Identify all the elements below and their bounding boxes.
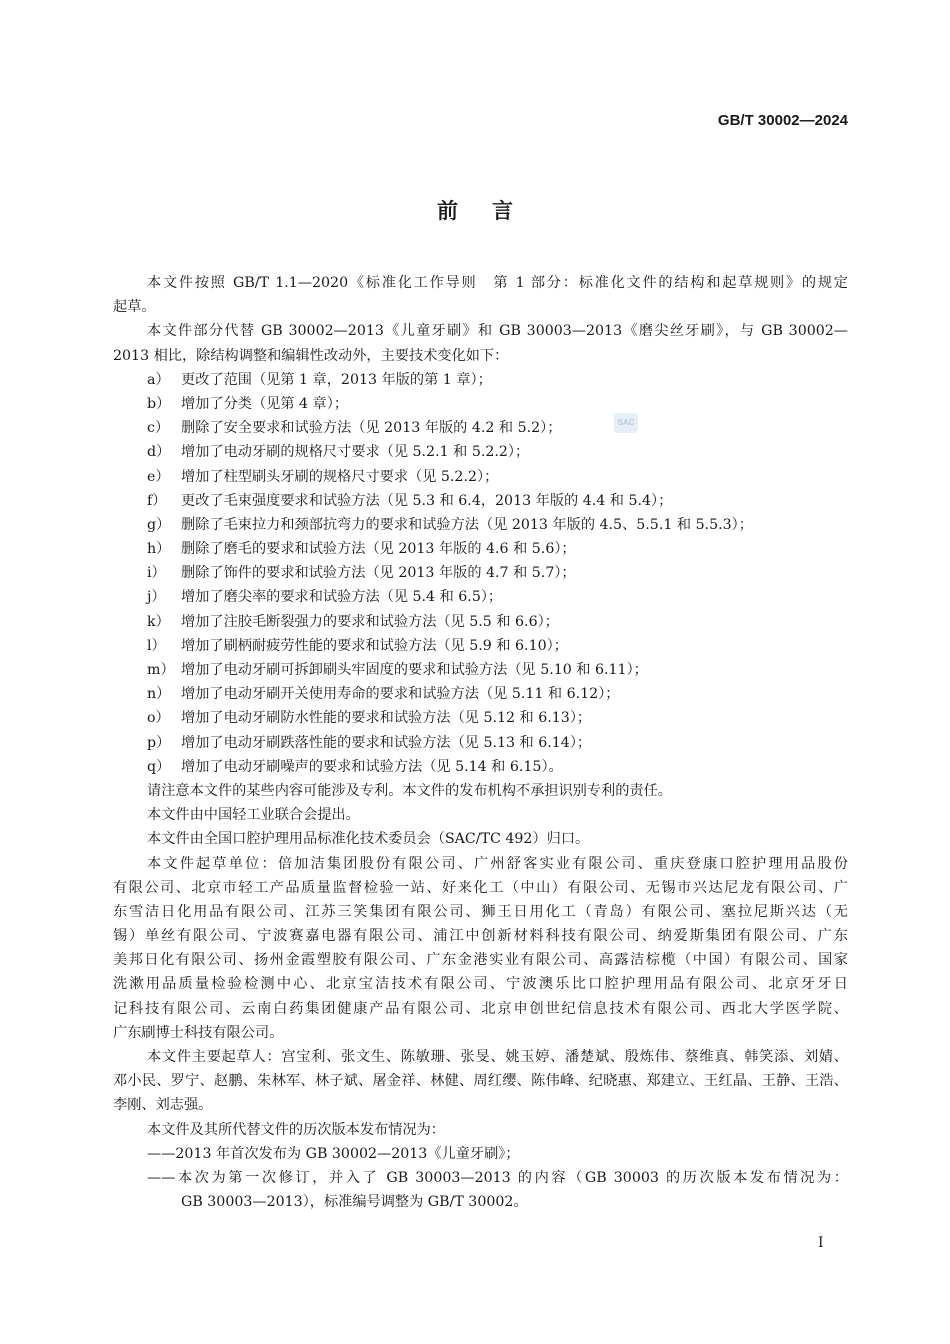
change-list-item — [113, 634, 848, 658]
list-label: h） — [147, 541, 171, 558]
list-text: 增加了柱型刷头牙刷的规格尺寸要求（见 5.2.2）； — [181, 468, 499, 485]
text-line: 2013 相比，除结构调整和编辑性改动外，主要技术变化如下： — [113, 347, 509, 364]
paragraph — [113, 827, 848, 851]
text-line: GB 30003—2013），标准编号调整为 GB/T 30002。 — [181, 1194, 528, 1211]
text-line: 美邦日化有限公司、扬州金霞塑胶有限公司、广东金港实业有限公司、高露洁棕榄（中国）有限公司、国家 — [113, 952, 848, 969]
list-text: 删除了饰件的要求和试验方法（见 2013 年版的 4.7 和 5.7）； — [181, 565, 576, 582]
list-label: b） — [147, 395, 171, 412]
text-line: 本文件由中国轻工业联合会提出。 — [147, 807, 360, 824]
list-label: o） — [147, 710, 170, 727]
change-list-item — [113, 465, 848, 489]
change-list-item — [113, 561, 848, 585]
list-label: d） — [147, 444, 171, 461]
change-list-item — [113, 416, 848, 440]
list-text: 删除了毛束拉力和颈部抗弯力的要求和试验方法（见 2013 年版的 4.5、5.5.1 和 5.5.3）； — [181, 516, 753, 533]
history-item — [113, 1166, 848, 1214]
text-line: 起草。 — [113, 299, 156, 316]
change-list-item — [113, 731, 848, 755]
text-line: 有限公司、北京市轻工产品质量监督检验一站、好来化工（中山）有限公司、无锡市兴达尼龙有限公司、广 — [113, 879, 848, 896]
text-line: 邓小民、罗宁、赵鹏、朱林军、林子斌、屠金祥、林健、周红缨、陈伟峰、纪晓惠、郑建立、王红晶、王静、王浩、 — [113, 1073, 848, 1090]
text-line: ——2013 年首次发布为 GB 30002—2013《儿童牙刷》； — [147, 1145, 520, 1162]
list-label: l） — [147, 637, 166, 654]
history-item — [113, 1142, 848, 1166]
change-list-item — [113, 368, 848, 392]
list-label: a） — [147, 371, 170, 388]
list-label: m） — [147, 662, 175, 678]
list-text: 更改了范围（见第 1 章，2013 年版的第 1 章）； — [181, 371, 492, 388]
paragraph — [113, 1045, 848, 1118]
text-line: 锡）单丝有限公司、宁波赛嘉电器有限公司、浦江中创新材料科技有限公司、纳爱斯集团有限公司、广东 — [113, 928, 848, 945]
page-number: I — [818, 1235, 824, 1251]
text-line: 本文件按照 GB/T 1.1—2020《标准化工作导则 第 1 部分：标准化文件的结构和起草规则》的规定 — [147, 275, 848, 291]
list-label: j） — [147, 589, 166, 606]
paragraph — [113, 271, 848, 319]
list-text: 更改了毛束强度要求和试验方法（见 5.3 和 6.4，2013 年版的 4.4 和 5.4）； — [181, 492, 673, 509]
list-label: f） — [147, 492, 167, 509]
text-line: 记科技有限公司、云南白药集团健康产品有限公司、北京申创世纪信息技术有限公司、西北大学医学院、 — [113, 1000, 848, 1017]
list-label: p） — [147, 734, 171, 751]
change-list-item — [113, 585, 848, 609]
text-line: 洗漱用品质量检验检测中心、北京宝洁技术有限公司、宁波澳乐比口腔护理用品有限公司、北京牙牙日 — [113, 976, 848, 993]
list-label: c） — [147, 420, 170, 437]
text-line: 本文件由全国口腔护理用品标准化技术委员会（SAC/TC 492）归口。 — [147, 831, 590, 848]
text-line: 广东刷博士科技有限公司。 — [113, 1024, 284, 1041]
change-list-item — [113, 755, 848, 779]
text-line: ——本次为第一次修订，并入了 GB 30003—2013 的内容（GB 30003 的历次版本发布情况为： — [147, 1169, 848, 1186]
text-line: 本文件部分代替 GB 30002—2013《儿童牙刷》和 GB 30003—2013《磨尖丝牙刷》，与 GB 30002— — [147, 323, 848, 340]
list-text: 增加了注胶毛断裂强力的要求和试验方法（见 5.5 和 6.6）； — [181, 613, 559, 630]
text-line: 东雪洁日化用品有限公司、江苏三笑集团有限公司、狮王日用化工（青岛）有限公司、塞拉尼斯兴达（无 — [113, 903, 848, 920]
list-text: 增加了电动牙刷可拆卸刷头牢固度的要求和试验方法（见 5.10 和 6.11）； — [181, 662, 648, 678]
change-list-item — [113, 610, 848, 634]
list-text: 增加了电动牙刷的规格尺寸要求（见 5.2.1 和 5.2.2）； — [181, 444, 530, 461]
document-body — [113, 271, 848, 1214]
change-list-item — [113, 440, 848, 464]
change-list-item — [113, 489, 848, 513]
text-line: 李刚、刘志强。 — [113, 1097, 213, 1114]
list-label: n） — [147, 686, 171, 703]
text-line: 本文件起草单位：倍加洁集团股份有限公司、广州舒客实业有限公司、重庆登康口腔护理用品股份 — [147, 855, 848, 872]
document-number: GB/T 30002—2024 — [717, 112, 848, 129]
change-list-item — [113, 513, 848, 537]
change-list-item — [113, 682, 848, 706]
change-list-item — [113, 537, 848, 561]
list-label: i） — [147, 565, 166, 582]
text-line: 本文件及其所代替文件的历次版本发布情况为： — [147, 1121, 445, 1138]
paragraph — [113, 779, 848, 803]
list-text: 删除了安全要求和试验方法（见 2013 年版的 4.2 和 5.2）； — [181, 420, 562, 437]
list-label: e） — [147, 468, 170, 485]
text-line: 请注意本文件的某些内容可能涉及专利。本文件的发布机构不承担识别专利的责任。 — [147, 782, 672, 799]
paragraph — [113, 803, 848, 827]
list-text: 增加了电动牙刷开关使用寿命的要求和试验方法（见 5.11 和 6.12）； — [181, 686, 620, 703]
list-label: q） — [147, 758, 171, 775]
paragraph — [113, 852, 848, 1046]
change-list-item — [113, 706, 848, 730]
list-text: 增加了电动牙刷噪声的要求和试验方法（见 5.14 和 6.15）。 — [181, 758, 563, 775]
paragraph — [113, 319, 848, 367]
list-label: g） — [147, 516, 171, 533]
change-list-item — [113, 658, 848, 682]
sac-watermark-logo: SAC — [614, 413, 638, 433]
list-text: 删除了磨毛的要求和试验方法（见 2013 年版的 4.6 和 5.6）； — [181, 541, 576, 558]
paragraph — [113, 1118, 848, 1142]
list-text: 增加了分类（见第 4 章）； — [181, 395, 349, 412]
text-line: 本文件主要起草人：宫宝利、张文生、陈敏珊、张旻、姚玉婷、潘楚斌、殷炼伟、蔡维真、韩笑添、刘婧、 — [147, 1049, 848, 1065]
list-text: 增加了电动牙刷防水性能的要求和试验方法（见 5.12 和 6.13）； — [181, 710, 592, 727]
page-title: 前言 — [437, 199, 547, 223]
list-text: 增加了电动牙刷跌落性能的要求和试验方法（见 5.13 和 6.14）； — [181, 734, 592, 751]
list-text: 增加了刷柄耐疲劳性能的要求和试验方法（见 5.9 和 6.10）； — [181, 637, 568, 654]
list-text: 增加了磨尖率的要求和试验方法（见 5.4 和 6.5）； — [181, 589, 503, 606]
list-label: k） — [147, 613, 170, 630]
change-list-item — [113, 392, 848, 416]
